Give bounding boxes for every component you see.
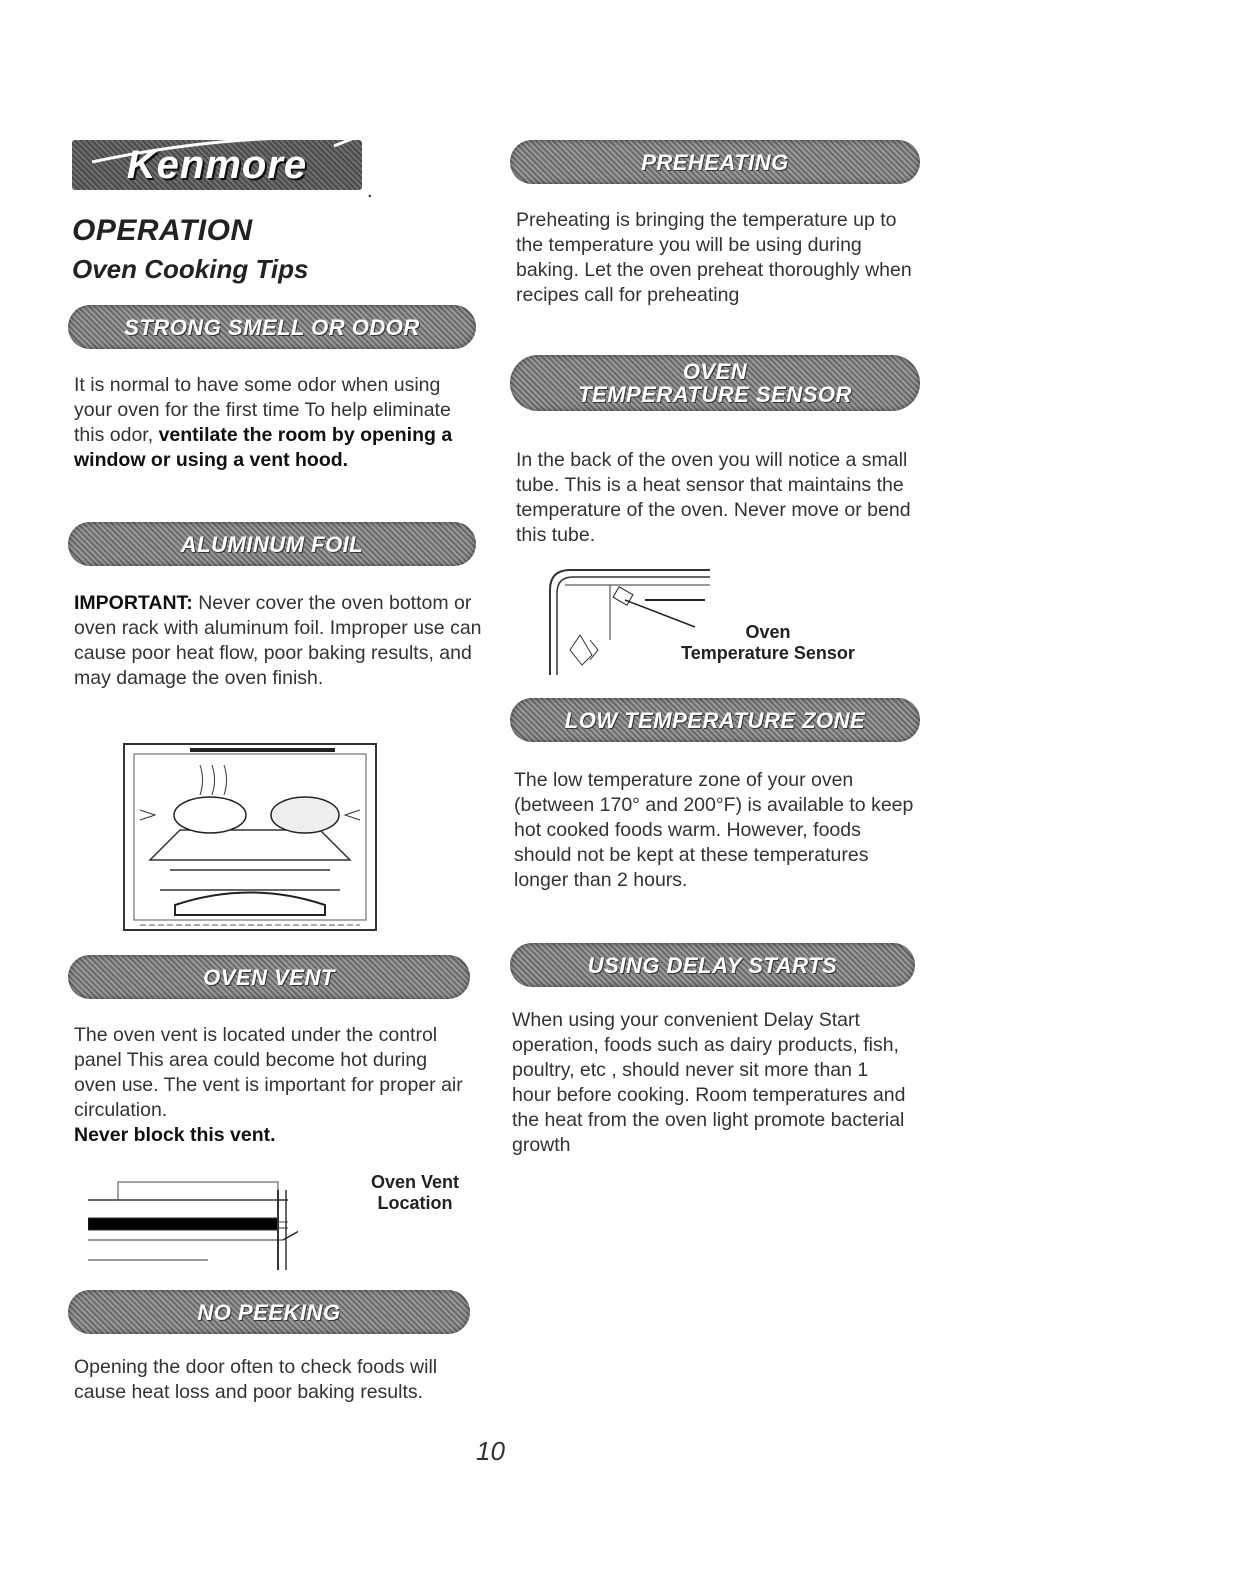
vent-paragraph	[74, 1023, 474, 1148]
banner-preheating	[510, 140, 920, 184]
logo-text: Kenmore	[126, 142, 308, 187]
banner-label: PREHEATING	[641, 149, 789, 175]
peeking-text: Opening the door often to check foods will cause heat loss and poor baking results.	[74, 1356, 438, 1403]
banner-label: NO PEEKING	[197, 1299, 341, 1325]
important-label: IMPORTANT:	[74, 592, 193, 614]
banner-label: STRONG SMELL OR ODOR	[124, 314, 420, 340]
sensor-caption-line1: Oven	[745, 622, 791, 642]
banner-oven-temperature-sensor	[510, 355, 920, 411]
banner-label-line1: OVEN	[682, 359, 748, 384]
vent-caption-line2: Location	[377, 1193, 453, 1213]
sensor-text: In the back of the oven you will notice a small tube. This is a heat sensor that maintains the temperature of the oven. Never move or bend this tube.	[516, 449, 911, 546]
delay-text: When using your convenient Delay Start operation, foods such as dairy products, fish, poultry, etc , should never sit more than 1 hour before cooking. Room temperatures and the heat from the oven light promote bacterial growth	[512, 1009, 906, 1156]
section-heading: OPERATION	[72, 214, 253, 247]
vent-text: The oven vent is located under the control panel This area could become hot during oven use. The vent is important for proper air circulation.	[74, 1024, 463, 1121]
smell-bold-text: ventilate the room by opening a window or using a vent hood.	[74, 424, 453, 471]
subsection-heading: Oven Cooking Tips	[72, 254, 309, 284]
smell-text: It is normal to have some odor when using your oven for the first time To help eliminate this odor,	[74, 374, 451, 446]
foil-text: Never cover the oven bottom or oven rack with aluminum foil. Improper use can cause poor heat flow, poor baking results, and may damage the oven finish.	[74, 592, 482, 689]
vent-caption-line1: Oven Vent	[370, 1172, 460, 1192]
lowtemp-text: The low temperature zone of your oven (between 170° and 200°F) is available to keep hot cooked foods warm. However, foods should not be kept at these temperatures longer than 2 hours.	[514, 769, 914, 891]
smell-paragraph	[74, 373, 474, 473]
vent-caption	[355, 1172, 475, 1214]
delay-paragraph	[512, 1008, 912, 1158]
swoosh-icon	[72, 134, 362, 164]
banner-no-peeking	[68, 1290, 470, 1334]
banner-label: LOW TEMPERATURE ZONE	[564, 707, 866, 733]
preheating-text: Preheating is bringing the temperature up to the temperature you will be using during baking. Let the oven preheat thoroughly when recipes call for preheating	[516, 209, 912, 306]
banner-oven-vent	[68, 955, 470, 999]
preheating-paragraph	[516, 208, 916, 308]
peeking-paragraph	[74, 1355, 474, 1405]
logo-dot: .	[367, 180, 373, 202]
banner-strong-smell	[68, 305, 476, 349]
page-number: 10	[476, 1436, 505, 1466]
foil-paragraph	[74, 591, 484, 691]
sensor-caption	[658, 622, 878, 664]
banner-label: OVEN VENT	[203, 964, 335, 990]
oven-vent-illustration	[88, 1170, 298, 1270]
banner-using-delay-starts	[510, 943, 915, 987]
banner-label: USING DELAY STARTS	[587, 952, 838, 978]
lowtemp-paragraph	[514, 768, 914, 893]
banner-aluminum-foil	[68, 522, 476, 566]
banner-label-line2: TEMPERATURE SENSOR	[578, 382, 852, 407]
banner-low-temperature-zone	[510, 698, 920, 742]
banner-label	[578, 360, 852, 406]
sensor-paragraph	[516, 448, 916, 548]
kenmore-logo	[72, 140, 373, 202]
sensor-caption-line2: Temperature Sensor	[681, 643, 855, 663]
vent-bold-text: Never block this vent.	[74, 1124, 276, 1146]
banner-label: ALUMINUM FOIL	[180, 531, 364, 557]
oven-interior-illustration	[120, 740, 380, 935]
